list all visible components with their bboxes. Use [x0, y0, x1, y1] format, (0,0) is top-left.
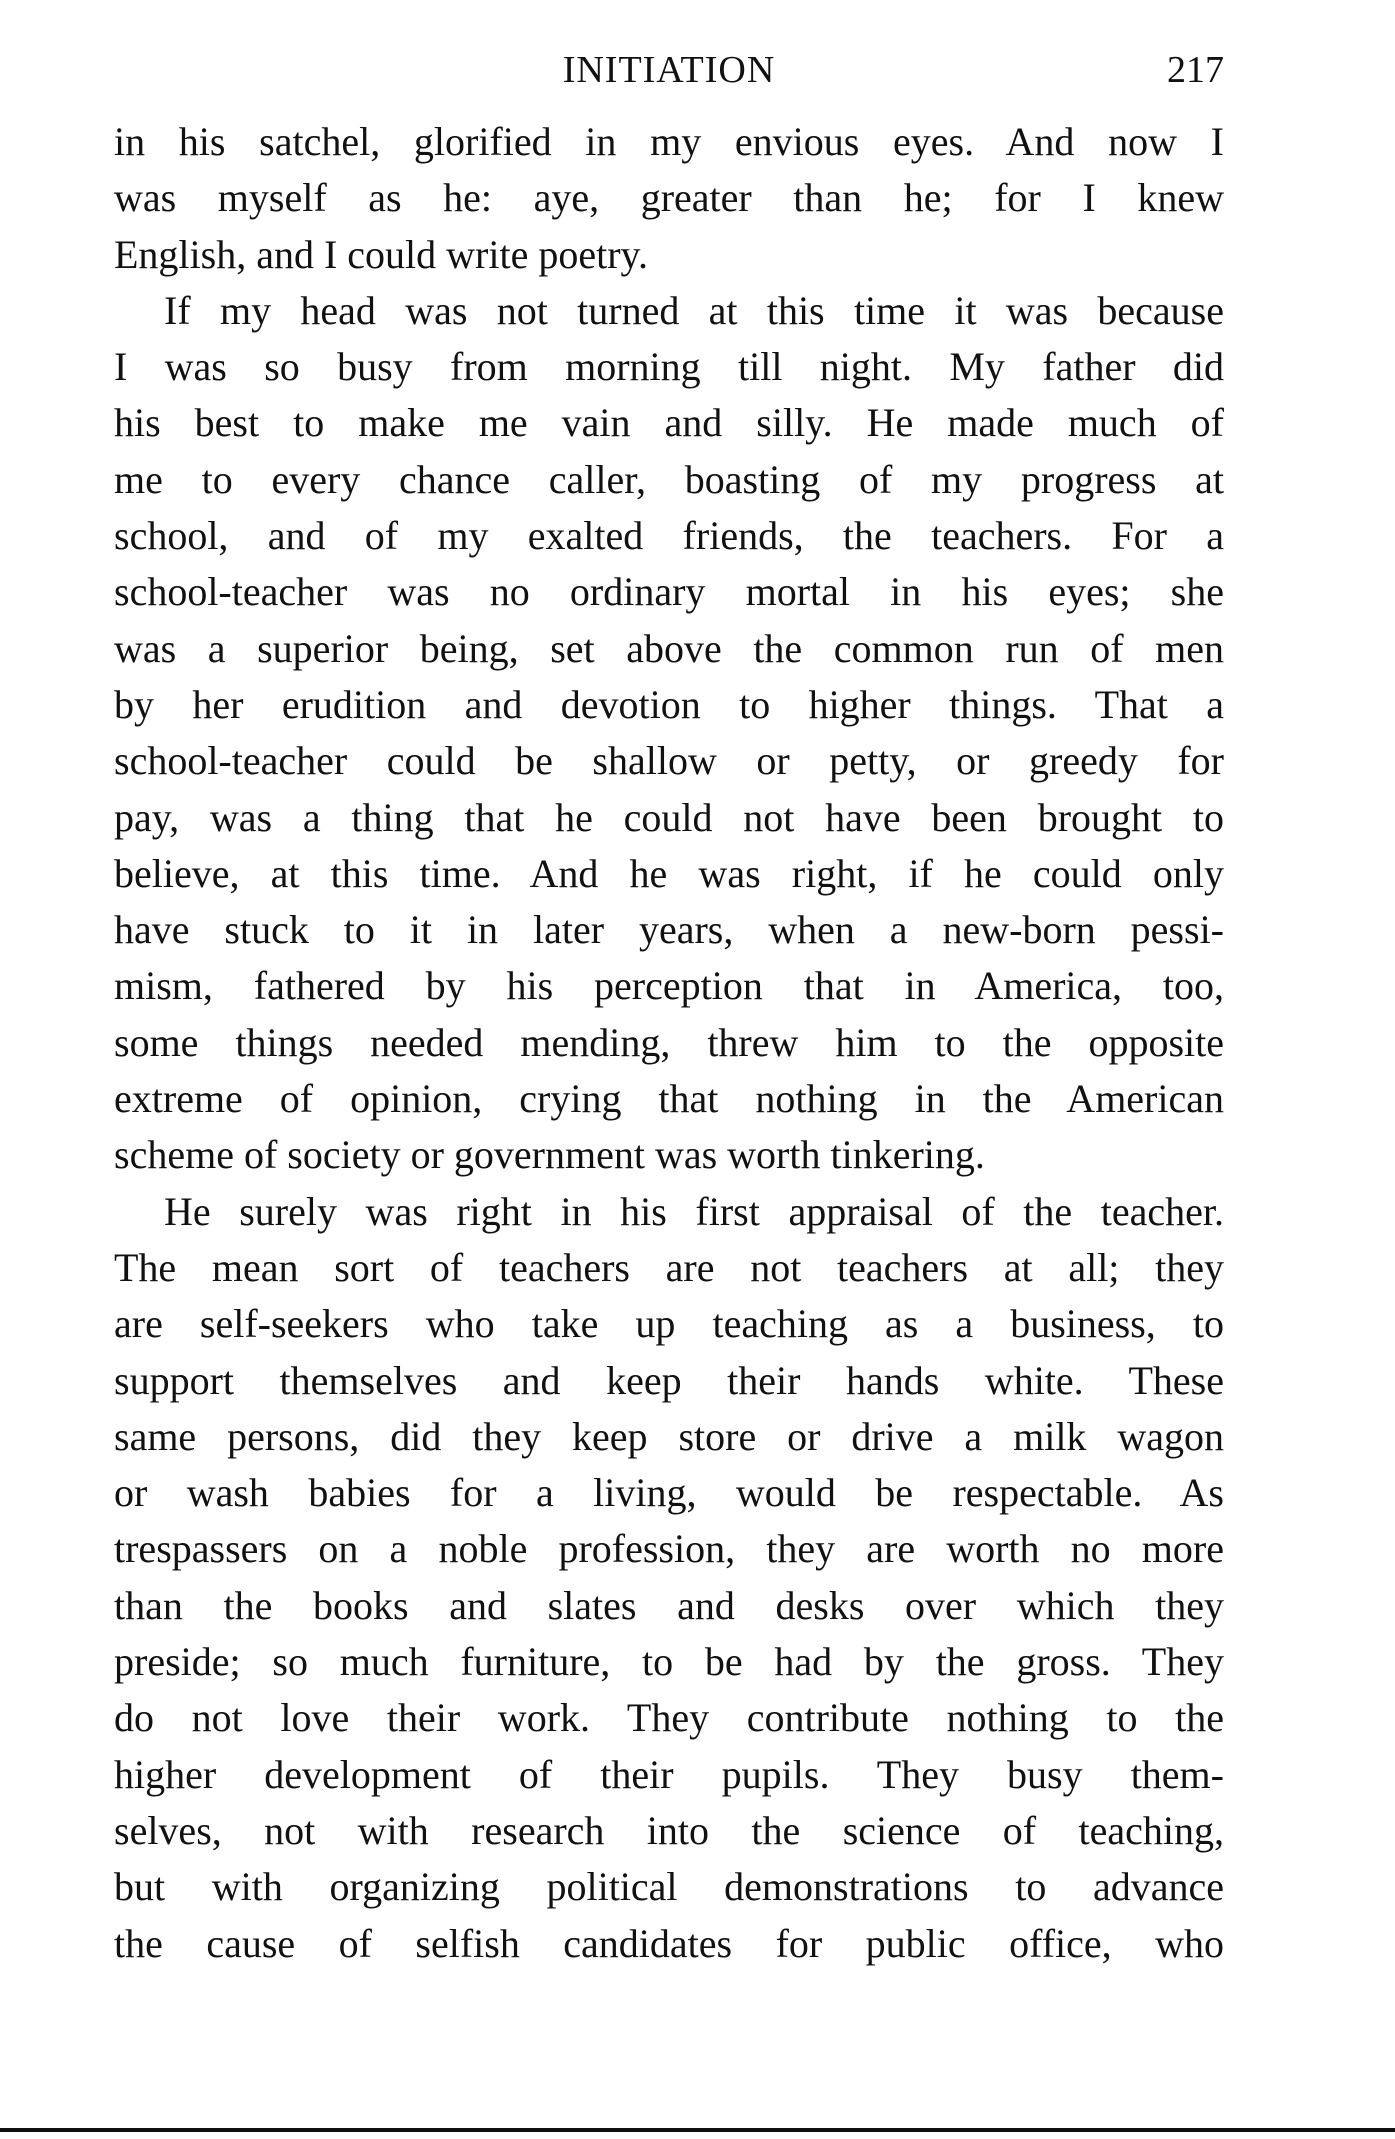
bottom-rule [0, 2128, 1395, 2132]
text-line: If my head was not turned at this time it was because [164, 287, 1224, 333]
text-line: but with organizing political demonstrations to advance [114, 1864, 1224, 1910]
paragraph [114, 114, 1224, 283]
text-line: He surely was right in his first appraisal of the teacher. [164, 1188, 1224, 1234]
text-line: higher development of their pupils. They busy them- [114, 1751, 1224, 1797]
text-line: by her erudition and devotion to higher things. That a [114, 681, 1224, 727]
text-line: me to every chance caller, boasting of my progress at [114, 456, 1224, 502]
paragraph [114, 283, 1224, 1184]
paragraph [114, 1184, 1224, 1972]
text-line: selves, not with research into the science of teaching, [114, 1807, 1224, 1853]
text-line: extreme of opinion, crying that nothing in the American [114, 1076, 1224, 1122]
text-line: believe, at this time. And he was right, if he could only [114, 850, 1224, 896]
text-line: in his satchel, glorified in my envious eyes. And now I [114, 119, 1224, 164]
text-line: mism, fathered by his perception that in America, too, [114, 963, 1224, 1009]
text-line: trespassers on a noble profession, they are worth no more [114, 1526, 1224, 1572]
text-line: school-teacher could be shallow or petty, or greedy for [114, 738, 1224, 784]
text-line: school-teacher was no ordinary mortal in his eyes; she [114, 569, 1224, 615]
text-line: pay, was a thing that he could not have been brought to [114, 794, 1224, 840]
text-line: scheme of society or government was worth tinkering. [114, 1132, 985, 1178]
text-line: or wash babies for a living, would be respectable. As [114, 1470, 1224, 1516]
text-line: some things needed mending, threw him to the opposite [114, 1019, 1224, 1065]
text-line: school, and of my exalted friends, the teachers. For a [114, 513, 1224, 559]
text-line: do not love their work. They contribute nothing to the [114, 1695, 1224, 1741]
text-line: the cause of selfish candidates for public office, who [114, 1920, 1224, 1966]
text-line: are self-seekers who take up teaching as a business, to [114, 1301, 1224, 1347]
text-line: preside; so much furniture, to be had by the gross. They [114, 1639, 1224, 1685]
chapter-title: INITIATION [562, 49, 776, 91]
text-line: his best to make me vain and silly. He made much of [114, 400, 1224, 446]
page-number: 217 [1167, 49, 1224, 91]
text-line: was myself as he: aye, greater than he; for I knew [114, 175, 1224, 221]
text-line: same persons, did they keep store or drive a milk wagon [114, 1413, 1224, 1459]
text-line: The mean sort of teachers are not teachers at all; they [114, 1244, 1224, 1290]
text-line: I was so busy from morning till night. My father did [114, 344, 1224, 390]
text-line: was a superior being, set above the common run of men [114, 625, 1224, 671]
text-line: have stuck to it in later years, when a new-born pessi- [114, 907, 1224, 953]
body-text [114, 114, 1224, 1972]
running-head [114, 44, 1224, 96]
text-line: support themselves and keep their hands white. These [114, 1357, 1224, 1403]
text-line: than the books and slates and desks over which they [114, 1582, 1224, 1628]
text-line: English, and I could write poetry. [114, 231, 648, 277]
